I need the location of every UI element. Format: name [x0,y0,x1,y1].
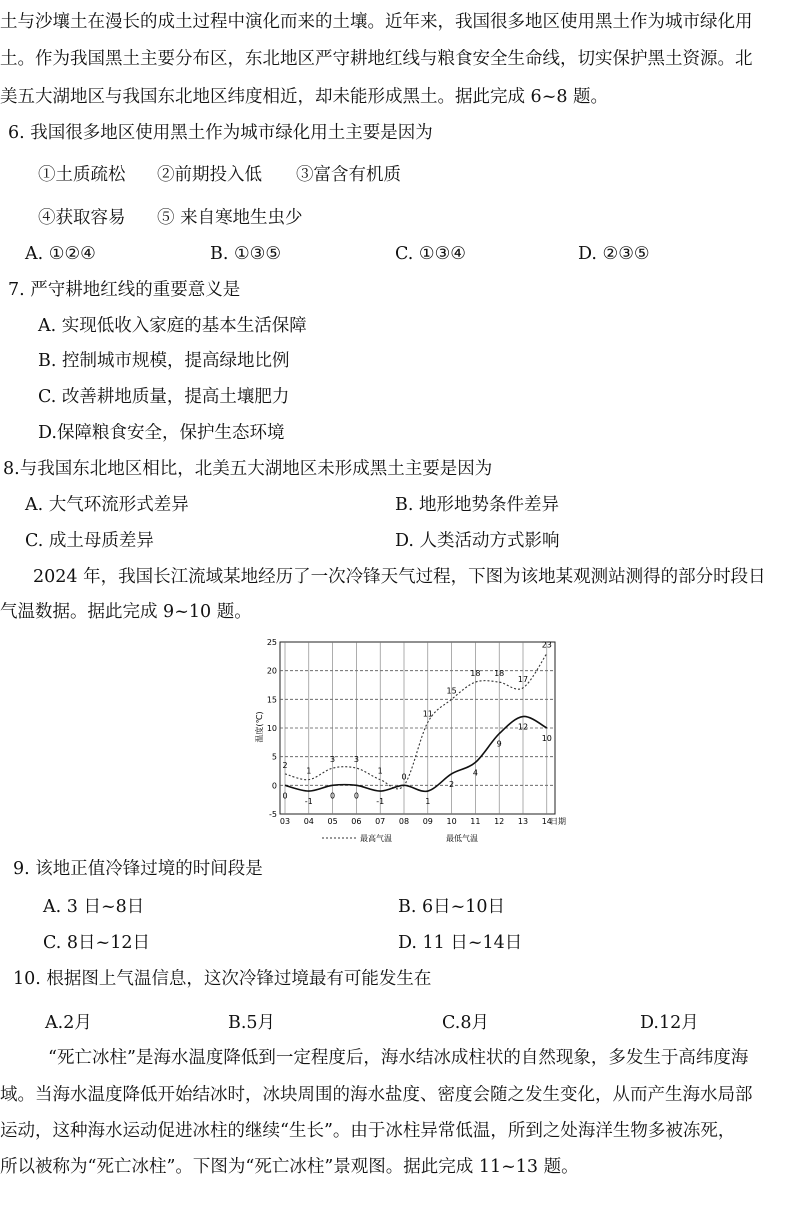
q10-option-d[interactable]: D.12月 [640,1013,699,1033]
q7-option-c[interactable]: C. 改善耕地质量，提高土壤肥力 [38,387,290,407]
min-temp-data-label: 0 [282,791,288,801]
max-temp-data-label: 18 [470,669,481,679]
max-temp-data-label: 23 [541,640,552,650]
y-axis-ticks [267,638,277,819]
min-temp-data-label: 12 [517,722,529,732]
q10-option-a[interactable]: A.2月 [45,1013,92,1033]
x-tick-label: 07 [375,817,386,826]
x-tick-label: 04 [303,817,314,826]
max-temp-data-label: 11 [422,709,433,719]
max-temp-labels [282,640,551,781]
y-tick-label: 15 [266,695,277,705]
max-temp-data-label: 0 [401,772,407,782]
intro3-line2: 域。当海水温度降低开始结冰时，冰块周围的海水盐度、密度会随之发生变化，从而产生海水局部 [0,1085,753,1105]
q6-option-a[interactable]: A. ①②④ [25,244,96,264]
q10-option-c[interactable]: C.8月 [442,1013,489,1033]
min-temp-data-label: 2 [449,779,455,789]
intro3-line4: 所以被称为“死亡冰柱”。下图为“死亡冰柱”景观图。据此完成 11~13 题。 [0,1157,579,1177]
q6-item-1: ①土质疏松 [38,165,126,185]
intro1-line2: 土。作为我国黑土主要分布区，东北地区严守耕地红线与粮食安全生命线，切实保护黑土资源。北 [0,49,753,69]
min-temp-labels [282,723,551,807]
temperature-chart [250,630,570,848]
q6-item-5: ⑤ 来自寒地生虫少 [157,208,303,228]
max-temp-data-label: 1 [306,766,312,776]
q9-option-a[interactable]: A. 3 日~8日 [43,897,145,917]
q9-option-b[interactable]: B. 6日~10日 [398,897,506,917]
min-temp-data-label: 9 [496,739,502,749]
y-axis-label: 温度(℃) [255,711,264,743]
x-tick-label: 13 [517,817,529,826]
q7-stem: 7. 严守耕地红线的重要意义是 [8,280,241,300]
q10-option-b[interactable]: B.5月 [228,1013,276,1033]
q8-option-d[interactable]: D. 人类活动方式影响 [395,531,560,551]
y-tick-label: 5 [271,752,277,762]
y-tick-label: 0 [271,781,277,791]
min-temp-data-label: -1 [304,797,313,807]
intro2-line1: 2024 年，我国长江流域某地经历了一次冷锋天气过程，下图为该地某观测站测得的部分时段日 [33,567,766,587]
max-temp-line [285,653,547,788]
max-temp-data-label: 1 [377,766,383,776]
x-tick-label: 09 [422,817,433,826]
q6-item-4: ④获取容易 [38,208,126,228]
max-temp-data-label: 15 [446,686,457,696]
legend-min-label: 最低气温 [446,834,478,843]
q6-option-b[interactable]: B. ①③⑤ [210,244,282,264]
q8-stem: 8.与我国东北地区相比，北美五大湖地区未形成黑土主要是因为 [3,459,493,479]
q7-option-b[interactable]: B. 控制城市规模，提高绿地比例 [38,351,290,371]
legend-max-label: 最高气温 [360,834,392,843]
q10-stem: 10. 根据图上气温信息，这次冷锋过境最有可能发生在 [13,969,432,989]
x-tick-label: 12 [494,817,505,826]
q6-item-2: ②前期投入低 [157,165,262,185]
x-tick-label: 10 [446,817,457,826]
x-axis-label: 日期 [550,817,566,826]
x-tick-label: 06 [351,817,362,826]
x-tick-label: 14 [541,817,552,826]
q7-option-d[interactable]: D.保障粮食安全，保护生态环境 [38,423,285,443]
max-temp-data-label: 17 [517,674,529,684]
q6-option-c[interactable]: C. ①③④ [395,244,466,264]
max-temp-data-label: 18 [494,669,505,679]
q7-option-a[interactable]: A. 实现低收入家庭的基本生活保障 [38,316,307,336]
q8-option-b[interactable]: B. 地形地势条件差异 [395,495,559,515]
y-tick-label: -5 [269,810,277,819]
intro1-line3: 美五大湖地区与我国东北地区纬度相近，却未能形成黑土。据此完成 6~8 题。 [0,87,609,107]
x-tick-label: 11 [470,817,481,826]
y-tick-label: 20 [266,666,277,676]
min-temp-data-label: 0 [353,791,359,801]
intro1-line1: 土与沙壤土在漫长的成土过程中演化而来的土壤。近年来，我国很多地区使用黑土作为城市绿化用 [0,12,753,32]
q6-stem: 6. 我国很多地区使用黑土作为城市绿化用土主要是因为 [8,123,433,143]
y-tick-label: 25 [266,638,277,647]
q6-option-d[interactable]: D. ②③⑤ [578,244,650,264]
max-temp-data-label: 2 [282,760,288,770]
min-temp-data-label: 4 [472,768,478,778]
x-tick-label: 05 [327,817,338,826]
max-temp-data-label: 3 [353,755,359,765]
min-temp-data-label: 1 [425,797,431,807]
q6-item-3: ③富含有机质 [296,165,401,185]
intro3-line1: “死亡冰柱”是海水温度降低到一定程度后，海水结冰成柱状的自然现象，多发生于高纬度海 [48,1048,749,1068]
y-tick-label: 10 [266,724,277,733]
min-temp-data-label: 0 [330,791,336,801]
min-temp-data-label: 10 [541,734,552,743]
max-temp-data-label: 3 [330,755,336,765]
min-temp-data-label: -1 [376,797,385,807]
q9-option-d[interactable]: D. 11 日~14日 [398,933,523,953]
q8-option-a[interactable]: A. 大气环流形式差异 [25,495,189,515]
q9-stem: 9. 该地正值冷锋过境的时间段是 [13,859,263,879]
intro3-line3: 运动，这种海水运动促进冰柱的继续“生长”。由于冰柱异常低温，所到之处海洋生物多被冻死， [0,1121,736,1141]
q9-option-c[interactable]: C. 8日~12日 [43,933,150,953]
x-tick-label: 08 [398,817,410,826]
x-tick-label: 03 [279,817,291,826]
x-axis-ticks [280,817,552,826]
q8-option-c[interactable]: C. 成土母质差异 [25,531,154,551]
intro2-line2: 气温数据。据此完成 9~10 题。 [0,602,252,622]
